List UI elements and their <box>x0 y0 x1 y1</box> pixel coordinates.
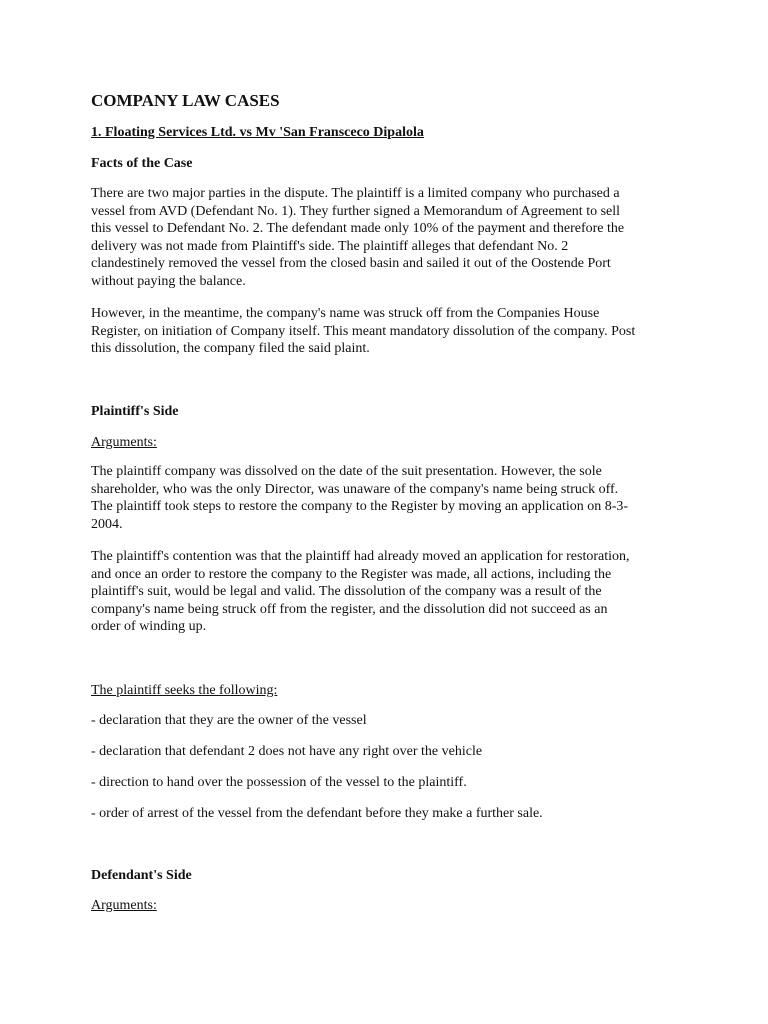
defendant-heading: Defendant's Side <box>91 868 192 883</box>
document-title: COMPANY LAW CASES <box>91 91 280 110</box>
plaintiff-paragraph-2 <box>91 548 698 636</box>
text-line: The plaintiff's contention was that the plaintiff had already moved an application for restoration, <box>91 549 630 564</box>
plaintiff-arguments-label: Arguments: <box>91 435 157 450</box>
text-line: this vessel to Defendant No. 2. The defendant made only 10% of the payment and therefore the <box>91 221 625 237</box>
text-line: delivery was not made from Plaintiff's side. The plaintiff alleges that defendant No. 2 <box>91 238 569 254</box>
list-item: - order of arrest of the vessel from the defendant before they make a further sale. <box>91 806 543 821</box>
plaintiff-paragraph-1 <box>91 463 698 533</box>
text-line: clandestinely removed the vessel from the closed basin and sailed it out of the Oostende Port <box>91 256 611 272</box>
facts-paragraph-1 <box>91 185 698 291</box>
case-heading: 1. Floating Services Ltd. vs Mv 'San Fransceco Dipalola <box>91 125 424 140</box>
list-item: - declaration that defendant 2 does not have any right over the vehicle <box>91 744 483 759</box>
text-line: shareholder, who was the only Director, was unaware of the company's name being struck off. <box>91 481 619 497</box>
text-line: Register, on initiation of Company itself. This meant mandatory dissolution of the company. Post <box>91 323 636 339</box>
plaintiff-seeks-label: The plaintiff seeks the following: <box>91 683 278 698</box>
text-line: 2004. <box>91 516 123 532</box>
text-line: this dissolution, the company filed the said plaint. <box>91 341 370 357</box>
list-item: - declaration that they are the owner of the vessel <box>91 713 367 728</box>
text-line: vessel from AVD (Defendant No. 1). They further signed a Memorandum of Agreement to sell <box>91 203 621 219</box>
facts-paragraph-2 <box>91 305 698 358</box>
text-line: without paying the balance. <box>91 273 246 289</box>
defendant-arguments-label: Arguments: <box>91 898 157 913</box>
text-line: There are two major parties in the dispute. The plaintiff is a limited company who purchased a <box>91 186 620 201</box>
list-item: - direction to hand over the possession of the vessel to the plaintiff. <box>91 775 467 790</box>
text-line: The plaintiff took steps to restore the company to the Register by moving an application on 8-3- <box>91 499 629 515</box>
text-line: However, in the meantime, the company's name was struck off from the Companies House <box>91 306 600 321</box>
text-line: company's name being struck off from the register, and the dissolution did not succeed as an <box>91 601 608 617</box>
plaintiff-heading: Plaintiff's Side <box>91 404 179 419</box>
facts-heading: Facts of the Case <box>91 156 193 171</box>
text-line: The plaintiff company was dissolved on the date of the suit presentation. However, the sole <box>91 464 602 479</box>
text-line: and once an order to restore the company to the Register was made, all actions, including the <box>91 566 612 582</box>
text-line: order of winding up. <box>91 619 207 635</box>
text-line: plaintiff's suit, would be legal and valid. The dissolution of the company was a result of the <box>91 584 602 600</box>
